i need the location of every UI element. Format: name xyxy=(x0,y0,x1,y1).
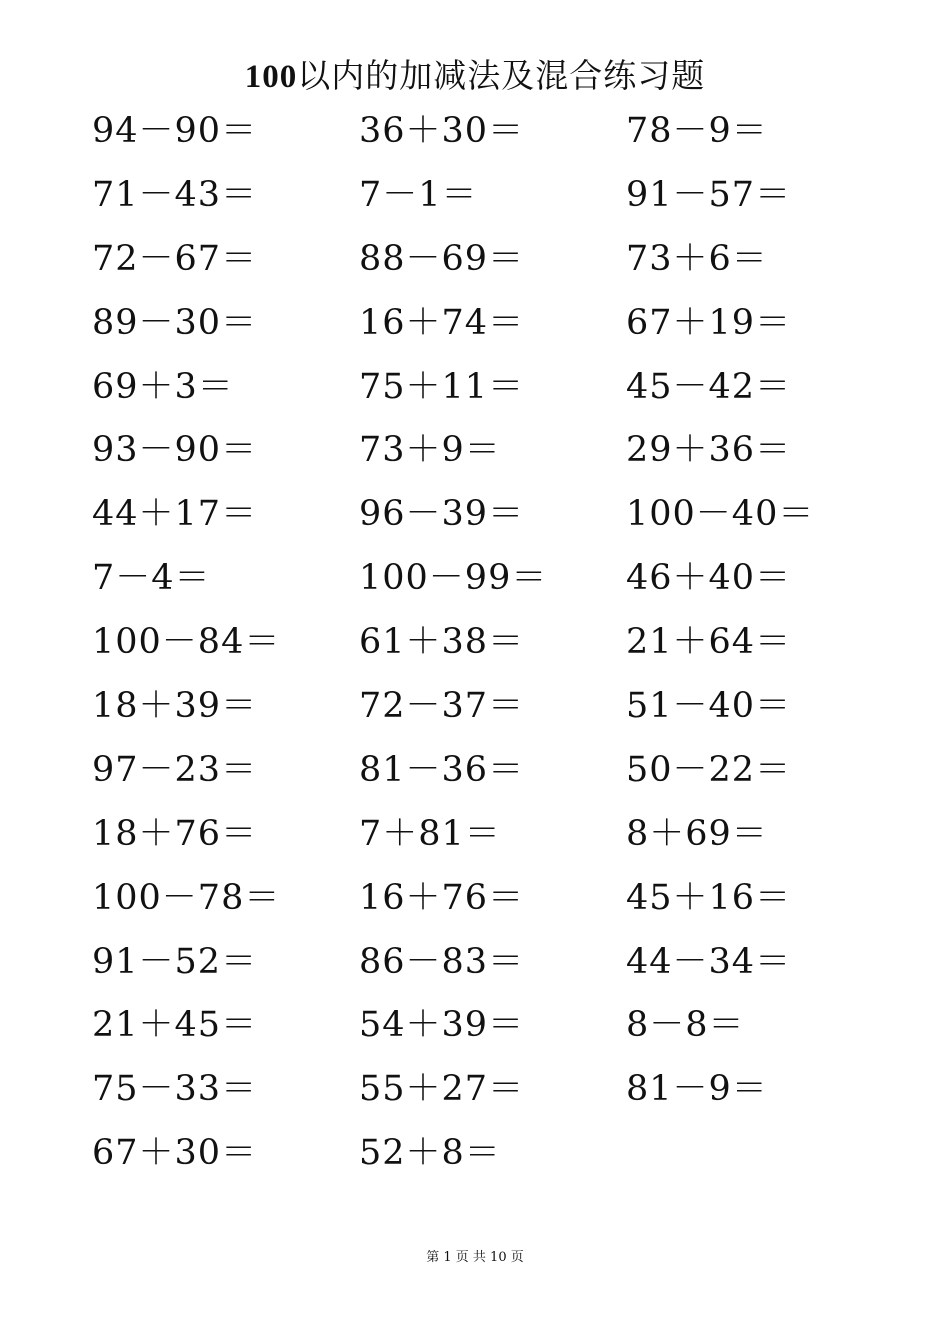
math-problem: 7－4＝ xyxy=(92,558,211,599)
math-problem: 100－40＝ xyxy=(626,494,815,535)
math-problem: 54＋39＝ xyxy=(359,1005,525,1046)
problem-grid xyxy=(92,100,892,1186)
math-problem: 100－84＝ xyxy=(92,622,281,663)
math-problem: 94－90＝ xyxy=(92,111,258,151)
math-problem: 88－69＝ xyxy=(359,238,525,279)
math-problem: 21＋64＝ xyxy=(626,622,792,663)
math-problem: 100－78＝ xyxy=(92,877,281,918)
math-problem: 18＋76＝ xyxy=(92,813,258,854)
math-problem: 75－33＝ xyxy=(92,1069,258,1110)
math-problem: 67＋30＝ xyxy=(92,1133,258,1174)
math-problem: 8＋69＝ xyxy=(626,813,768,854)
math-problem: 73＋9＝ xyxy=(359,430,501,471)
title-number: 100 xyxy=(244,59,298,95)
math-problem: 97－23＝ xyxy=(92,749,258,790)
math-problem: 81－36＝ xyxy=(359,749,525,790)
math-problem: 72－67＝ xyxy=(92,238,258,279)
math-problem: 45－42＝ xyxy=(626,366,792,407)
math-problem: 91－52＝ xyxy=(92,941,258,982)
math-problem: 50－22＝ xyxy=(626,749,792,790)
math-problem: 78－9＝ xyxy=(626,111,768,151)
math-problem: 52＋8＝ xyxy=(359,1133,501,1174)
math-problem: 7－1＝ xyxy=(359,174,478,215)
math-problem: 18＋39＝ xyxy=(92,686,258,727)
math-problem: 51－40＝ xyxy=(626,686,792,727)
math-problem: 29＋36＝ xyxy=(626,430,792,471)
math-problem: 45＋16＝ xyxy=(626,877,792,918)
math-problem: 61＋38＝ xyxy=(359,622,525,663)
math-problem: 89－30＝ xyxy=(92,302,258,343)
math-problem: 21＋45＝ xyxy=(92,1005,258,1046)
math-problem: 100－99＝ xyxy=(359,558,548,599)
math-problem: 72－37＝ xyxy=(359,686,525,727)
math-problem: 86－83＝ xyxy=(359,941,525,982)
page-title xyxy=(0,52,950,101)
math-problem: 67＋19＝ xyxy=(626,302,792,343)
math-problem: 16＋74＝ xyxy=(359,302,525,343)
math-problem: 93－90＝ xyxy=(92,430,258,471)
math-problem: 46＋40＝ xyxy=(626,558,792,599)
math-problem: 55＋27＝ xyxy=(359,1069,525,1110)
math-problem: 71－43＝ xyxy=(92,174,258,215)
math-problem: 96－39＝ xyxy=(359,494,525,535)
math-problem: 36＋30＝ xyxy=(359,111,525,151)
math-problem: 44＋17＝ xyxy=(92,494,258,535)
math-problem: 69＋3＝ xyxy=(92,366,234,407)
math-problem: 44－34＝ xyxy=(626,941,792,982)
math-problem: 91－57＝ xyxy=(626,174,792,215)
math-problem: 16＋76＝ xyxy=(359,877,525,918)
math-problem: 73＋6＝ xyxy=(626,238,768,279)
math-problem: 8－8＝ xyxy=(626,1005,745,1046)
math-problem: 7＋81＝ xyxy=(359,813,501,854)
title-text: 以内的加减法及混合练习题 xyxy=(297,56,706,95)
math-problem: 75＋11＝ xyxy=(359,366,525,407)
page-footer: 第 1 页 共 10 页 xyxy=(426,1250,524,1265)
math-problem: 81－9＝ xyxy=(626,1069,768,1110)
